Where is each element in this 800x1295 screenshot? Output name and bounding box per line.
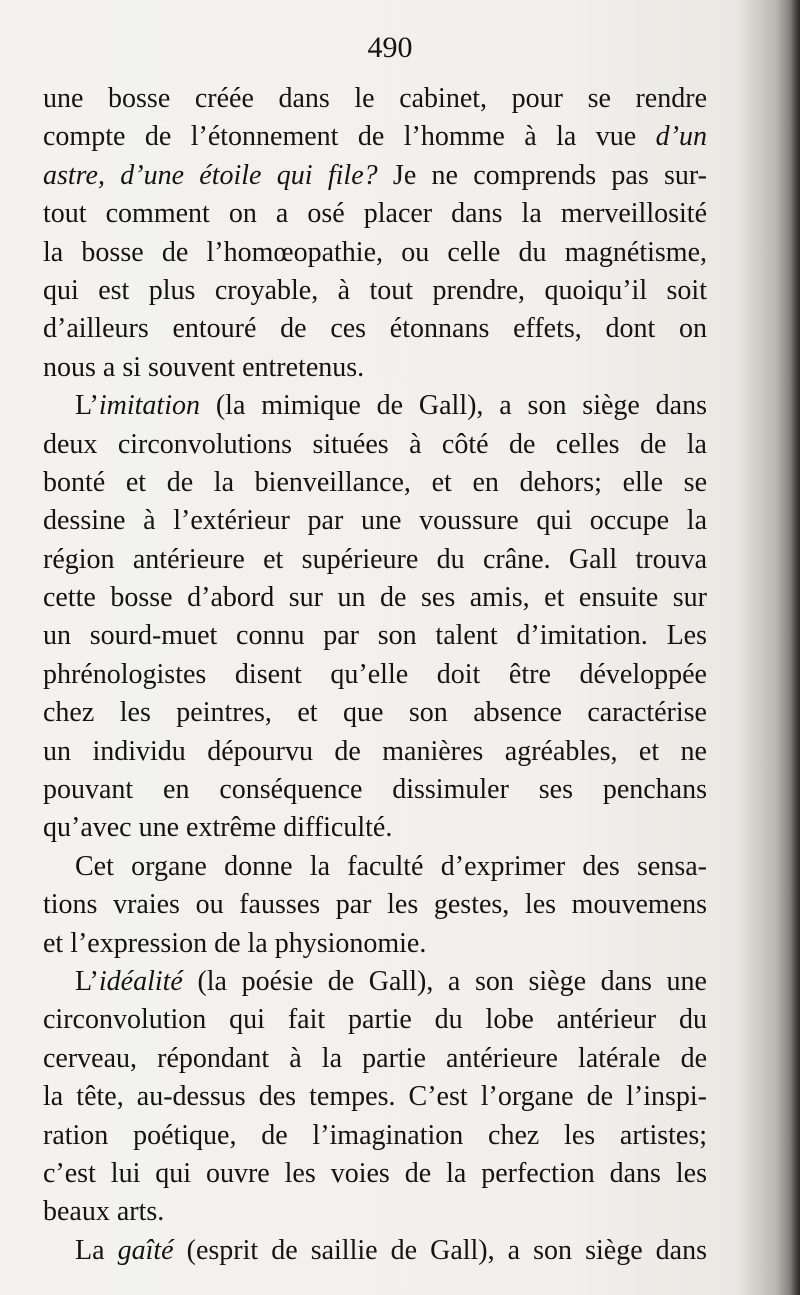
text-run: Je ne comprends pas sur- [377, 159, 707, 191]
text-line [43, 157, 707, 195]
text-run: c’est lui qui ouvre les voies de la perfection dans les [43, 1157, 707, 1189]
text-run: dessine à l’extérieur par une voussure qui occupe la [43, 505, 707, 537]
text-run: L’ [75, 390, 99, 422]
text-run: une bosse créée dans le cabinet, pour se rendre [43, 83, 707, 114]
text-run: (esprit de saillie de Gall), a son siège dans [173, 1234, 707, 1266]
page-number: 490 [367, 31, 413, 64]
italic-text: astre, d’une étoile qui file? [43, 159, 378, 191]
text-run: qu’avec une extrême difficulté. [43, 812, 393, 844]
text-run: la bosse de l’homœopathie, ou celle du magnétisme, [43, 236, 707, 268]
text-line [43, 579, 707, 617]
text-run: circonvolution qui fait partie du lobe antérieur du [43, 1004, 707, 1036]
text-line [43, 310, 707, 348]
text-run: et l’expression de la physionomie. [43, 927, 427, 959]
text-run: bonté et de la bienveillance, et en dehors; elle se [43, 466, 707, 498]
text-line [43, 848, 707, 886]
text-line [43, 80, 707, 118]
text-line [43, 1078, 707, 1116]
text-line [43, 656, 707, 694]
italic-text: gaîté [117, 1234, 174, 1266]
text-line [43, 349, 707, 387]
text-line [43, 733, 707, 771]
text-line [43, 886, 707, 924]
text-line [43, 464, 707, 502]
italic-text: imitation [98, 390, 200, 422]
text-line [43, 426, 707, 464]
text-line [43, 272, 707, 310]
text-line [43, 195, 707, 233]
text-line [43, 694, 707, 732]
page-edge-shadow [790, 0, 800, 1295]
text-line [43, 1155, 707, 1193]
body-text [43, 80, 707, 1270]
text-run: d’ailleurs entouré de ces étonnans effets, dont on [43, 313, 707, 345]
text-line [43, 809, 707, 847]
text-line [43, 1001, 707, 1039]
text-run: compte de l’étonnement de l’homme à la vue [43, 121, 656, 153]
italic-text: idéalité [98, 965, 183, 997]
text-run: un sourd-muet connu par son talent d’imitation. Les [43, 620, 707, 652]
text-run: un individu dépourvu de manières agréables, et ne [43, 735, 707, 767]
text-line [43, 502, 707, 540]
text-line [43, 1193, 707, 1231]
text-run: deux circonvolutions situées à côté de celles de la [43, 428, 707, 460]
text-run: région antérieure et supérieure du crâne. Gall trouva [43, 543, 707, 575]
text-run: L’ [75, 965, 99, 997]
text-line [43, 1040, 707, 1078]
text-run: La [75, 1234, 118, 1266]
text-run: qui est plus croyable, à tout prendre, quoiqu’il soit [43, 274, 707, 306]
text-line [43, 118, 707, 156]
text-run: cette bosse d’abord sur un de ses amis, et ensuite sur [43, 582, 707, 614]
text-run: beaux arts. [43, 1196, 165, 1228]
text-line [43, 963, 707, 1001]
text-run: tout comment on a osé placer dans la merveillosité [43, 198, 707, 230]
text-run: chez les peintres, et que son absence caractérise [43, 697, 707, 729]
text-line [43, 234, 707, 272]
text-run: nous a si souvent entretenus. [43, 351, 365, 383]
text-run: tions vraies ou fausses par les gestes, les mouvemens [43, 889, 707, 921]
text-line [43, 387, 707, 425]
text-line [43, 1232, 707, 1270]
text-line [43, 1117, 707, 1155]
text-line [43, 925, 707, 963]
text-line [43, 771, 707, 809]
text-run: (la mimique de Gall), a son siège dans [199, 390, 707, 422]
text-run: ration poétique, de l’imagination chez les artistes; [43, 1119, 707, 1151]
text-run: Cet organe donne la faculté d’exprimer des sensa- [75, 850, 707, 882]
text-run: cerveau, répondant à la partie antérieure latérale de [43, 1042, 707, 1074]
text-run: la tête, au-dessus des tempes. C’est l’organe de l’inspi- [43, 1081, 707, 1113]
text-line [43, 617, 707, 655]
text-line [43, 541, 707, 579]
italic-text: d’un [655, 121, 707, 153]
text-run: pouvant en conséquence dissimuler ses penchans [43, 774, 707, 806]
text-run: (la poésie de Gall), a son siège dans une [182, 965, 707, 997]
text-run: phrénologistes disent qu’elle doit être développée [43, 658, 707, 690]
